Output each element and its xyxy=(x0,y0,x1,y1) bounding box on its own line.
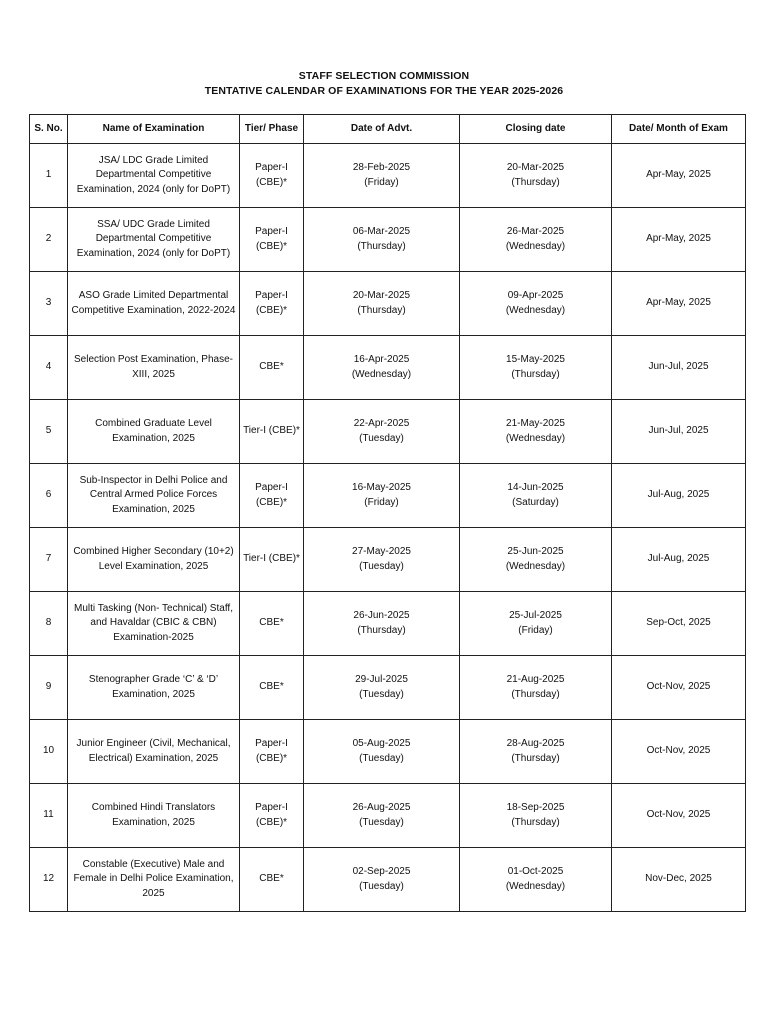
closing-day: (Wednesday) xyxy=(505,432,566,444)
closing-day: (Thursday) xyxy=(511,368,560,380)
table-row xyxy=(30,464,746,528)
serial-number-cell: 12 xyxy=(30,848,68,912)
serial-number-cell: 2 xyxy=(30,208,68,272)
tier-phase-cell: Paper-I (CBE)* xyxy=(240,272,304,336)
advt-day: (Thursday) xyxy=(357,304,406,316)
column-header-exam-name: Name of Examination xyxy=(68,115,240,144)
table-row xyxy=(30,720,746,784)
closing-date-cell xyxy=(460,144,612,208)
advt-date-cell xyxy=(304,656,460,720)
advt-date-cell xyxy=(304,528,460,592)
advt-date-cell xyxy=(304,208,460,272)
closing-date-cell xyxy=(460,272,612,336)
exam-month-cell: Jun-Jul, 2025 xyxy=(612,336,746,400)
exam-name-cell: Selection Post Examination, Phase-XIII, 2025 xyxy=(68,336,240,400)
advt-date-cell xyxy=(304,400,460,464)
serial-number-cell: 4 xyxy=(30,336,68,400)
advt-day: (Wednesday) xyxy=(351,368,412,380)
closing-day: (Thursday) xyxy=(511,752,560,764)
exam-month-cell: Apr-May, 2025 xyxy=(612,208,746,272)
table-row xyxy=(30,528,746,592)
advt-date: 29-Jul-2025 xyxy=(355,674,408,685)
serial-number-cell: 3 xyxy=(30,272,68,336)
advt-date-cell xyxy=(304,144,460,208)
advt-date: 16-Apr-2025 xyxy=(353,354,410,365)
tier-phase-cell: CBE* xyxy=(240,848,304,912)
advt-day: (Tuesday) xyxy=(359,688,404,700)
exam-month-cell: Apr-May, 2025 xyxy=(612,272,746,336)
closing-day: (Friday) xyxy=(518,624,553,636)
closing-date-cell xyxy=(460,464,612,528)
closing-date: 01-Oct-2025 xyxy=(507,866,564,877)
document-header xyxy=(0,69,768,99)
exam-month-cell: Apr-May, 2025 xyxy=(612,144,746,208)
advt-date: 05-Aug-2025 xyxy=(352,738,411,749)
closing-date: 28-Aug-2025 xyxy=(506,738,565,749)
advt-date-cell xyxy=(304,272,460,336)
closing-date-cell xyxy=(460,592,612,656)
closing-date: 25-Jun-2025 xyxy=(507,546,564,557)
table-row xyxy=(30,784,746,848)
closing-date-cell xyxy=(460,400,612,464)
tier-phase-cell: CBE* xyxy=(240,336,304,400)
tier-phase-cell: Paper-I (CBE)* xyxy=(240,720,304,784)
exam-calendar-table xyxy=(29,114,746,912)
closing-date-cell xyxy=(460,656,612,720)
closing-day: (Wednesday) xyxy=(505,304,566,316)
exam-name-cell: SSA/ UDC Grade Limited Departmental Competitive Examination, 2024 (only for DoPT) xyxy=(68,208,240,272)
exam-month-cell: Oct-Nov, 2025 xyxy=(612,720,746,784)
column-header-advt-date: Date of Advt. xyxy=(304,115,460,144)
serial-number-cell: 9 xyxy=(30,656,68,720)
table-row xyxy=(30,848,746,912)
closing-date-cell xyxy=(460,208,612,272)
tier-phase-cell: CBE* xyxy=(240,592,304,656)
closing-day: (Wednesday) xyxy=(505,880,566,892)
exam-month-cell: Oct-Nov, 2025 xyxy=(612,656,746,720)
exam-name-cell: Sub-Inspector in Delhi Police and Central Armed Police Forces Examination, 2025 xyxy=(68,464,240,528)
closing-day: (Thursday) xyxy=(511,688,560,700)
serial-number-cell: 8 xyxy=(30,592,68,656)
closing-date-cell xyxy=(460,336,612,400)
exam-name-cell: Combined Graduate Level Examination, 2025 xyxy=(68,400,240,464)
closing-date: 15-May-2025 xyxy=(506,354,565,365)
advt-date: 16-May-2025 xyxy=(352,482,411,493)
advt-date: 26-Aug-2025 xyxy=(352,802,411,813)
advt-date: 28-Feb-2025 xyxy=(352,162,411,173)
table-row xyxy=(30,144,746,208)
advt-date: 26-Jun-2025 xyxy=(353,610,410,621)
exam-name-cell: JSA/ LDC Grade Limited Departmental Competitive Examination, 2024 (only for DoPT) xyxy=(68,144,240,208)
advt-day: (Friday) xyxy=(364,496,399,508)
advt-day: (Friday) xyxy=(364,176,399,188)
advt-date: 27-May-2025 xyxy=(352,546,411,557)
advt-date-cell xyxy=(304,592,460,656)
exam-month-cell: Jul-Aug, 2025 xyxy=(612,464,746,528)
exam-name-cell: Constable (Executive) Male and Female in Delhi Police Examination, 2025 xyxy=(68,848,240,912)
advt-date-cell xyxy=(304,720,460,784)
closing-day: (Saturday) xyxy=(512,496,559,508)
calendar-title: TENTATIVE CALENDAR OF EXAMINATIONS FOR THE YEAR 2025-2026 xyxy=(204,85,564,97)
tier-phase-cell: Tier-I (CBE)* xyxy=(240,400,304,464)
closing-date-cell xyxy=(460,784,612,848)
table-row xyxy=(30,336,746,400)
advt-day: (Tuesday) xyxy=(359,880,404,892)
table-header-row xyxy=(30,115,746,144)
serial-number-cell: 7 xyxy=(30,528,68,592)
closing-day: (Wednesday) xyxy=(505,240,566,252)
advt-date-cell xyxy=(304,784,460,848)
advt-date-cell xyxy=(304,336,460,400)
advt-date-cell xyxy=(304,464,460,528)
table-row xyxy=(30,272,746,336)
advt-day: (Thursday) xyxy=(357,624,406,636)
advt-date: 22-Apr-2025 xyxy=(353,418,410,429)
serial-number-cell: 1 xyxy=(30,144,68,208)
closing-date: 21-Aug-2025 xyxy=(506,674,565,685)
closing-date-cell xyxy=(460,720,612,784)
closing-day: (Wednesday) xyxy=(505,560,566,572)
exam-name-cell: Stenographer Grade ‘C’ & ‘D’ Examination, 2025 xyxy=(68,656,240,720)
advt-day: (Tuesday) xyxy=(359,816,404,828)
tier-phase-cell: Tier-I (CBE)* xyxy=(240,528,304,592)
closing-date-cell xyxy=(460,848,612,912)
table-row xyxy=(30,208,746,272)
advt-date: 02-Sep-2025 xyxy=(352,866,411,877)
exam-name-cell: Combined Hindi Translators Examination, 2025 xyxy=(68,784,240,848)
advt-date: 06-Mar-2025 xyxy=(352,226,411,237)
closing-date: 18-Sep-2025 xyxy=(506,802,565,813)
closing-date-cell xyxy=(460,528,612,592)
exam-name-cell: Multi Tasking (Non- Technical) Staff, and Havaldar (CBIC & CBN) Examination-2025 xyxy=(68,592,240,656)
closing-date: 21-May-2025 xyxy=(506,418,565,429)
table-row xyxy=(30,656,746,720)
exam-month-cell: Jul-Aug, 2025 xyxy=(612,528,746,592)
column-header-tier: Tier/ Phase xyxy=(240,115,304,144)
advt-day: (Tuesday) xyxy=(359,752,404,764)
advt-date: 20-Mar-2025 xyxy=(352,290,411,301)
closing-date: 09-Apr-2025 xyxy=(507,290,564,301)
tier-phase-cell: Paper-I (CBE)* xyxy=(240,144,304,208)
advt-day: (Tuesday) xyxy=(359,560,404,572)
advt-day: (Tuesday) xyxy=(359,432,404,444)
advt-day: (Thursday) xyxy=(357,240,406,252)
exam-month-cell: Sep-Oct, 2025 xyxy=(612,592,746,656)
table-row xyxy=(30,400,746,464)
closing-date: 25-Jul-2025 xyxy=(509,610,562,621)
closing-date: 20-Mar-2025 xyxy=(506,162,565,173)
serial-number-cell: 11 xyxy=(30,784,68,848)
organization-title: STAFF SELECTION COMMISSION xyxy=(298,70,470,82)
closing-date: 14-Jun-2025 xyxy=(507,482,564,493)
closing-date: 26-Mar-2025 xyxy=(506,226,565,237)
table-row xyxy=(30,592,746,656)
column-header-exam-month: Date/ Month of Exam xyxy=(612,115,746,144)
column-header-sno: S. No. xyxy=(30,115,68,144)
serial-number-cell: 5 xyxy=(30,400,68,464)
closing-day: (Thursday) xyxy=(511,176,560,188)
serial-number-cell: 6 xyxy=(30,464,68,528)
exam-name-cell: Junior Engineer (Civil, Mechanical, Electrical) Examination, 2025 xyxy=(68,720,240,784)
tier-phase-cell: CBE* xyxy=(240,656,304,720)
tier-phase-cell: Paper-I (CBE)* xyxy=(240,784,304,848)
tier-phase-cell: Paper-I (CBE)* xyxy=(240,208,304,272)
exam-month-cell: Jun-Jul, 2025 xyxy=(612,400,746,464)
advt-date-cell xyxy=(304,848,460,912)
exam-month-cell: Oct-Nov, 2025 xyxy=(612,784,746,848)
exam-month-cell: Nov-Dec, 2025 xyxy=(612,848,746,912)
exam-name-cell: ASO Grade Limited Departmental Competitive Examination, 2022-2024 xyxy=(68,272,240,336)
exam-name-cell: Combined Higher Secondary (10+2) Level Examination, 2025 xyxy=(68,528,240,592)
tier-phase-cell: Paper-I (CBE)* xyxy=(240,464,304,528)
closing-day: (Thursday) xyxy=(511,816,560,828)
column-header-closing-date: Closing date xyxy=(460,115,612,144)
serial-number-cell: 10 xyxy=(30,720,68,784)
